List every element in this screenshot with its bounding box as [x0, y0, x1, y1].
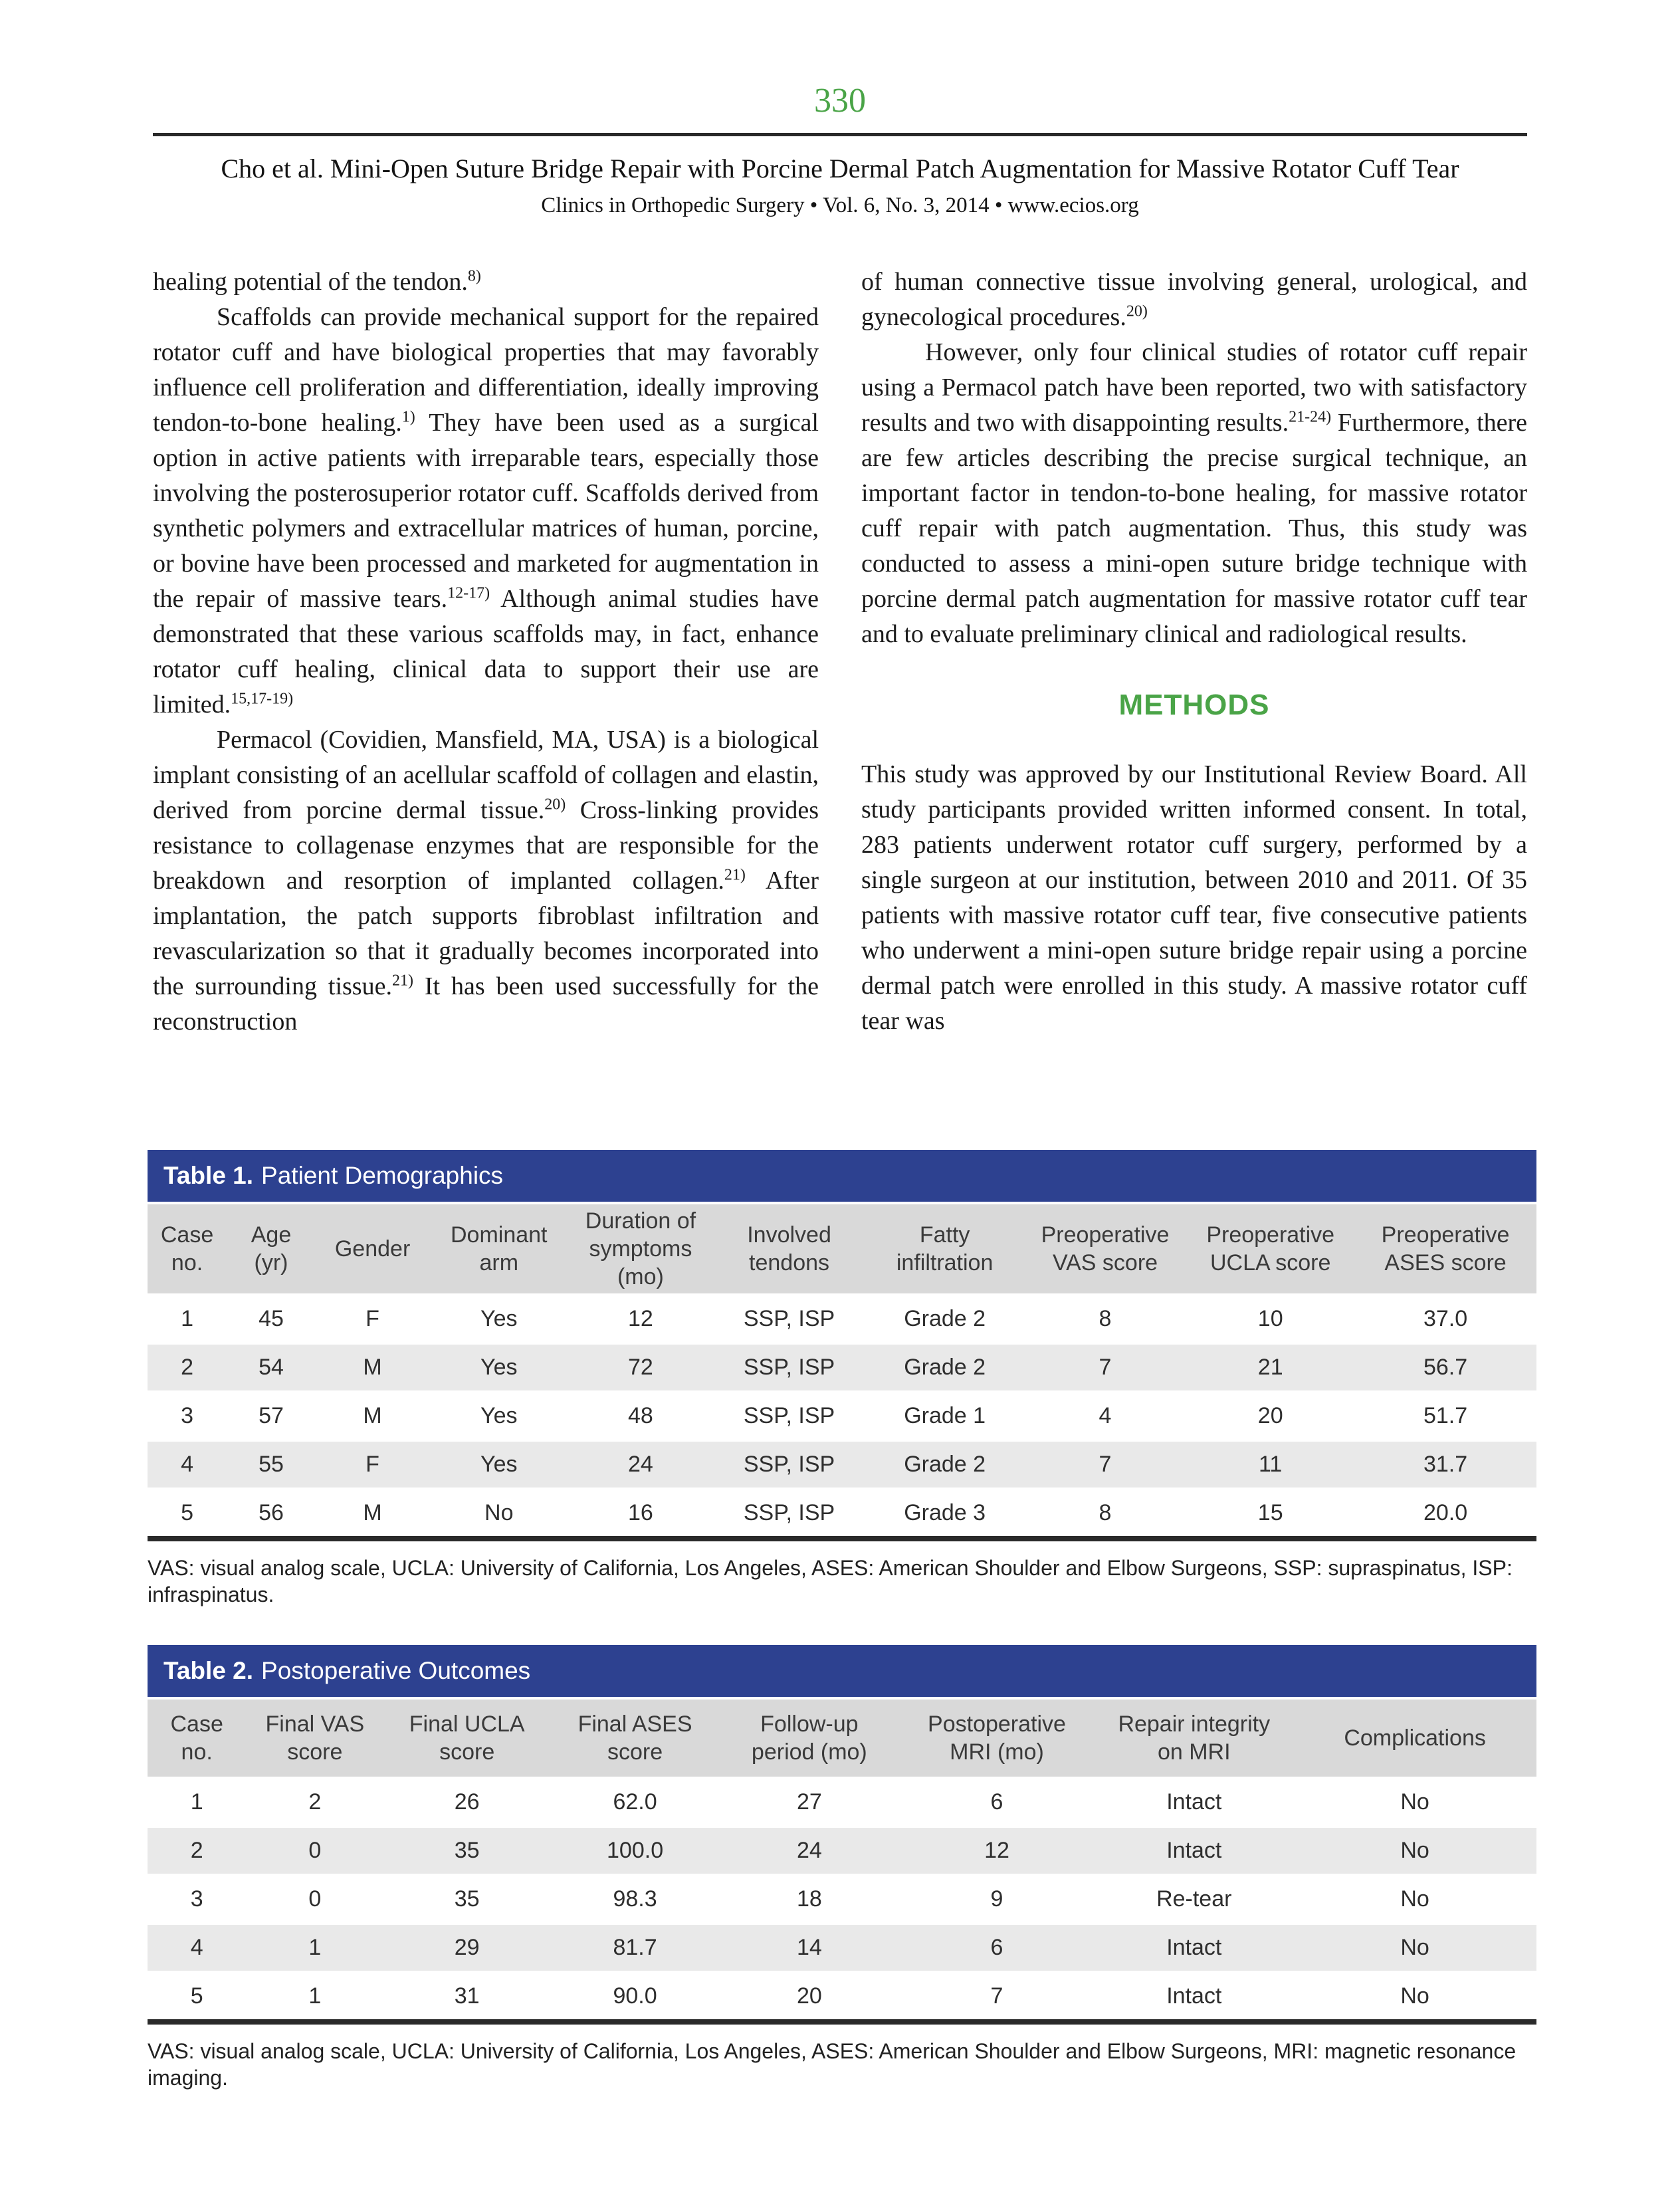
table-cell: No: [1400, 1838, 1429, 1863]
table-cell: 3: [190, 1886, 203, 1912]
table-cell: 20.0: [1423, 1500, 1468, 1525]
table-cell: 54: [259, 1355, 284, 1380]
column-header: Preoperative VAS score: [1024, 1203, 1187, 1295]
table-cell: 2: [181, 1355, 194, 1380]
reference-superscript: 20): [1126, 302, 1148, 320]
table-cell: 6: [990, 1789, 1003, 1815]
table-cell: Yes: [480, 1355, 518, 1380]
table-row: [148, 1392, 1536, 1440]
table-cell: Grade 2: [904, 1306, 986, 1331]
table-cell: 62.0: [613, 1789, 657, 1815]
table-cell: 5: [181, 1500, 194, 1525]
paragraph: of human connective tissue involving general, urological, and gynecological procedures.$^{20)}$: [861, 268, 1527, 331]
header-divider: [153, 133, 1527, 136]
table-cell: M: [363, 1500, 382, 1525]
table-cell: 7: [990, 1983, 1003, 2009]
table-cell: M: [363, 1403, 382, 1428]
table-cell: SSP, ISP: [743, 1306, 835, 1331]
reference-superscript: 12-17): [447, 584, 490, 602]
table-cell: 1: [308, 1935, 322, 1960]
table-cell: 20: [1257, 1403, 1283, 1428]
table-cell: 56: [259, 1500, 284, 1525]
reference-superscript: 15,17-19): [231, 690, 294, 708]
column-header: Postoperative MRI (mo): [899, 1698, 1095, 1778]
table-cell: No: [1400, 1983, 1429, 2009]
column-header: Duration of symptoms (mo): [568, 1203, 712, 1295]
table-cell: 27: [796, 1789, 822, 1815]
table-cell: 9: [990, 1886, 1003, 1912]
paragraph: healing potential of the tendon.$^{8)}$: [153, 267, 481, 296]
table-cell: No: [1400, 1789, 1429, 1815]
table-cell: 37.0: [1423, 1306, 1468, 1331]
table-1-label: Table 1.: [163, 1162, 254, 1189]
table-cell: 8: [1099, 1306, 1112, 1331]
table-cell: 12: [628, 1306, 653, 1331]
paragraph: This study was approved by our Institutional Review Board. All study participants provided written informed consent. In total, 283 patients underwent rotator cuff surgery, performed by a single surgeon at our institution, between 2010 and 2011. Of 35 patients with massive rotator cuff tear, five consecutive patients who underwent a mini-open suture bridge repair using a porcine dermal patch were enrolled in this study. A massive rotator cuff tear was: [861, 760, 1527, 1035]
table-cell: 1: [181, 1306, 194, 1331]
table-2-title: Postoperative Outcomes: [261, 1657, 531, 1684]
column-header: Final UCLA score: [383, 1698, 550, 1778]
table-cell: 7: [1099, 1452, 1112, 1477]
table-cell: 31: [454, 1983, 480, 2009]
column-header: Dominant arm: [429, 1203, 568, 1295]
reference-superscript: 1): [401, 408, 415, 426]
table-cell: Grade 3: [904, 1500, 986, 1525]
table-cell: 24: [796, 1838, 822, 1863]
column-header: Age (yr): [227, 1203, 316, 1295]
table-cell: 1: [190, 1789, 203, 1815]
journal-citation-line: Clinics in Orthopedic Surgery • Vol. 6, No. 3, 2014 • www.ecios.org: [541, 193, 1139, 217]
running-head: Cho et al. Mini-Open Suture Bridge Repair with Porcine Dermal Patch Augmentation for Massive Rotator Cuff Tear: [221, 154, 1459, 183]
column-header: Case no.: [148, 1203, 227, 1295]
table-row: [148, 1924, 1536, 1972]
table-cell: 55: [259, 1452, 284, 1477]
table-2-data: [148, 1697, 1536, 2025]
table-cell: 57: [259, 1403, 284, 1428]
table-2-footnote: VAS: visual analog scale, UCLA: University of California, Los Angeles, ASES: American Shoulder and Elbow Surgeons, MRI: magnetic resonance imaging.: [148, 2039, 1517, 2090]
table-cell: Grade 2: [904, 1355, 986, 1380]
table-header-row: [148, 1698, 1536, 1778]
table-cell: Grade 1: [904, 1403, 986, 1428]
left-column: [153, 265, 819, 1150]
reference-superscript: 21): [724, 866, 746, 884]
table-cell: 98.3: [613, 1886, 657, 1912]
table-cell: 21: [1257, 1355, 1283, 1380]
column-header: Repair integrity on MRI: [1095, 1698, 1293, 1778]
column-header: Preoperative ASES score: [1354, 1203, 1536, 1295]
column-header: Complications: [1293, 1698, 1536, 1778]
table-cell: 4: [181, 1452, 194, 1477]
table-cell: 35: [454, 1838, 480, 1863]
table-cell: 100.0: [607, 1838, 664, 1863]
table-row: [148, 1778, 1536, 1826]
table-cell: F: [366, 1306, 379, 1331]
paragraph: However, only four clinical studies of rotator cuff repair using a Permacol patch have been reported, two with satisfactory results and two with disappointing results.$^{21-24)}$ Furthermore, there are few articles describing the precise surgical technique, an important factor in tendon-to-bone healing, for massive rotator cuff repair with patch augmentation. Thus, this study was conducted to assess a mini-open suture bridge technique with porcine dermal patch augmentation for massive rotator cuff tear and to evaluate preliminary clinical and radiological results.: [861, 338, 1528, 648]
column-header: Final ASES score: [550, 1698, 720, 1778]
table-cell: 3: [181, 1403, 194, 1428]
reference-superscript: 8): [467, 267, 481, 285]
table-cell: 2: [308, 1789, 322, 1815]
table-cell: 10: [1257, 1306, 1283, 1331]
table-cell: Intact: [1166, 1789, 1222, 1815]
table-cell: 6: [990, 1935, 1003, 1960]
table-cell: 1: [308, 1983, 322, 2009]
table-row: [148, 1343, 1536, 1392]
table-header-row: [148, 1203, 1536, 1295]
table-cell: 18: [796, 1886, 822, 1912]
paragraph: Permacol (Covidien, Mansfield, MA, USA) is a biological implant consisting of an acellular scaffold of collagen and elastin, derived from porcine dermal tissue.$^{20)}$ Cross-linking provides resistance to collagenase enzymes that are responsible for the breakdown and resorption of implanted collagen.$^{21)}$ After implantation, the patch supports fibroblast infiltration and revascularization so that it gradually becomes incorporated into the surrounding tissue.$^{21)}$ It has been used successfully for the reconstruction: [153, 726, 819, 1036]
table-cell: 5: [190, 1983, 203, 2009]
table-1-data: [148, 1202, 1536, 1541]
body-columns: [153, 265, 1527, 1150]
table-2-postoperative-outcomes: [148, 1645, 1536, 2091]
table-cell: 26: [454, 1789, 480, 1815]
table-cell: 35: [454, 1886, 480, 1912]
table-cell: 0: [308, 1838, 322, 1863]
methods-heading: METHODS: [1118, 689, 1270, 721]
right-column-bottom: [861, 757, 1527, 1039]
table-row: [148, 1489, 1536, 1539]
table-row: [148, 1875, 1536, 1924]
reference-superscript: 21-24): [1289, 408, 1332, 426]
table-cell: SSP, ISP: [743, 1403, 835, 1428]
table-cell: Intact: [1166, 1983, 1222, 2009]
table-cell: Yes: [480, 1403, 518, 1428]
table-cell: 29: [454, 1935, 480, 1960]
column-header: Involved tendons: [713, 1203, 866, 1295]
table-cell: Grade 2: [904, 1452, 986, 1477]
table-cell: 2: [190, 1838, 203, 1863]
table-cell: 16: [628, 1500, 653, 1525]
column-header: Follow-up period (mo): [720, 1698, 899, 1778]
table-cell: 45: [259, 1306, 284, 1331]
right-column-top: [861, 265, 1527, 652]
table-cell: F: [366, 1452, 379, 1477]
table-cell: SSP, ISP: [743, 1452, 835, 1477]
table-cell: 15: [1257, 1500, 1283, 1525]
table-cell: No: [1400, 1886, 1429, 1912]
table-row: [148, 1295, 1536, 1343]
table-cell: 7: [1099, 1355, 1112, 1380]
table-cell: 90.0: [613, 1983, 657, 2009]
table-cell: No: [484, 1500, 514, 1525]
table-cell: 12: [984, 1838, 1009, 1863]
table-cell: M: [363, 1355, 382, 1380]
table-cell: 4: [1099, 1403, 1112, 1428]
table-cell: 51.7: [1423, 1403, 1468, 1428]
table-cell: 14: [796, 1935, 822, 1960]
table-cell: Yes: [480, 1306, 518, 1331]
table-2-title-bar: [148, 1645, 1536, 1697]
table-cell: Intact: [1166, 1935, 1222, 1960]
reference-superscript: 21): [391, 972, 413, 990]
table-cell: SSP, ISP: [743, 1355, 835, 1380]
page-number: 330: [814, 82, 866, 120]
table-cell: 56.7: [1423, 1355, 1468, 1380]
table-cell: 81.7: [613, 1935, 657, 1960]
column-header: Case no.: [148, 1698, 246, 1778]
table-cell: 20: [796, 1983, 822, 2009]
table-cell: 24: [628, 1452, 653, 1477]
table-cell: 31.7: [1423, 1452, 1468, 1477]
column-header: Fatty infiltration: [866, 1203, 1024, 1295]
reference-superscript: 20): [544, 796, 566, 814]
paragraph: Scaffolds can provide mechanical support for the repaired rotator cuff and have biological properties that may favorably influence cell proliferation and differentiation, ideally improving tendon-to-bone healing.$^{1)}$ They have been used as a surgical option in active patients with irreparable tears, especially those involving the posterosuperior rotator cuff. Scaffolds derived from synthetic polymers and extracellular matrices of human, porcine, or bovine have been processed and marketed for augmentation in the repair of massive tears.$^{12-17)}$ Although animal studies have demonstrated that these various scaffolds may, in fact, enhance rotator cuff healing, clinical data to support their use are limited.$^{15,17-19)}$: [153, 303, 819, 718]
column-header: Preoperative UCLA score: [1186, 1203, 1354, 1295]
table-cell: Intact: [1166, 1838, 1222, 1863]
table-cell: 4: [190, 1935, 203, 1960]
table-cell: 72: [628, 1355, 653, 1380]
table-2-label: Table 2.: [163, 1657, 254, 1684]
table-cell: SSP, ISP: [743, 1500, 835, 1525]
table-row: [148, 1826, 1536, 1875]
table-cell: 0: [308, 1886, 322, 1912]
table-1-title: Patient Demographics: [261, 1162, 504, 1189]
right-column: [861, 265, 1527, 1150]
table-1-patient-demographics: [148, 1150, 1536, 1608]
table-1-title-bar: [148, 1150, 1536, 1202]
table-row: [148, 1972, 1536, 2022]
column-header: Final VAS score: [246, 1698, 383, 1778]
table-row: [148, 1440, 1536, 1489]
table-cell: 8: [1099, 1500, 1112, 1525]
table-cell: Yes: [480, 1452, 518, 1477]
column-header: Gender: [316, 1203, 429, 1295]
table-cell: No: [1400, 1935, 1429, 1960]
table-cell: 11: [1259, 1452, 1283, 1477]
table-cell: 48: [628, 1403, 653, 1428]
table-1-footnote: VAS: visual analog scale, UCLA: University of California, Los Angeles, ASES: American Shoulder and Elbow Surgeons, SSP: supraspinatus, ISP: infraspinatus.: [148, 1556, 1513, 1606]
table-cell: Re-tear: [1156, 1886, 1232, 1912]
